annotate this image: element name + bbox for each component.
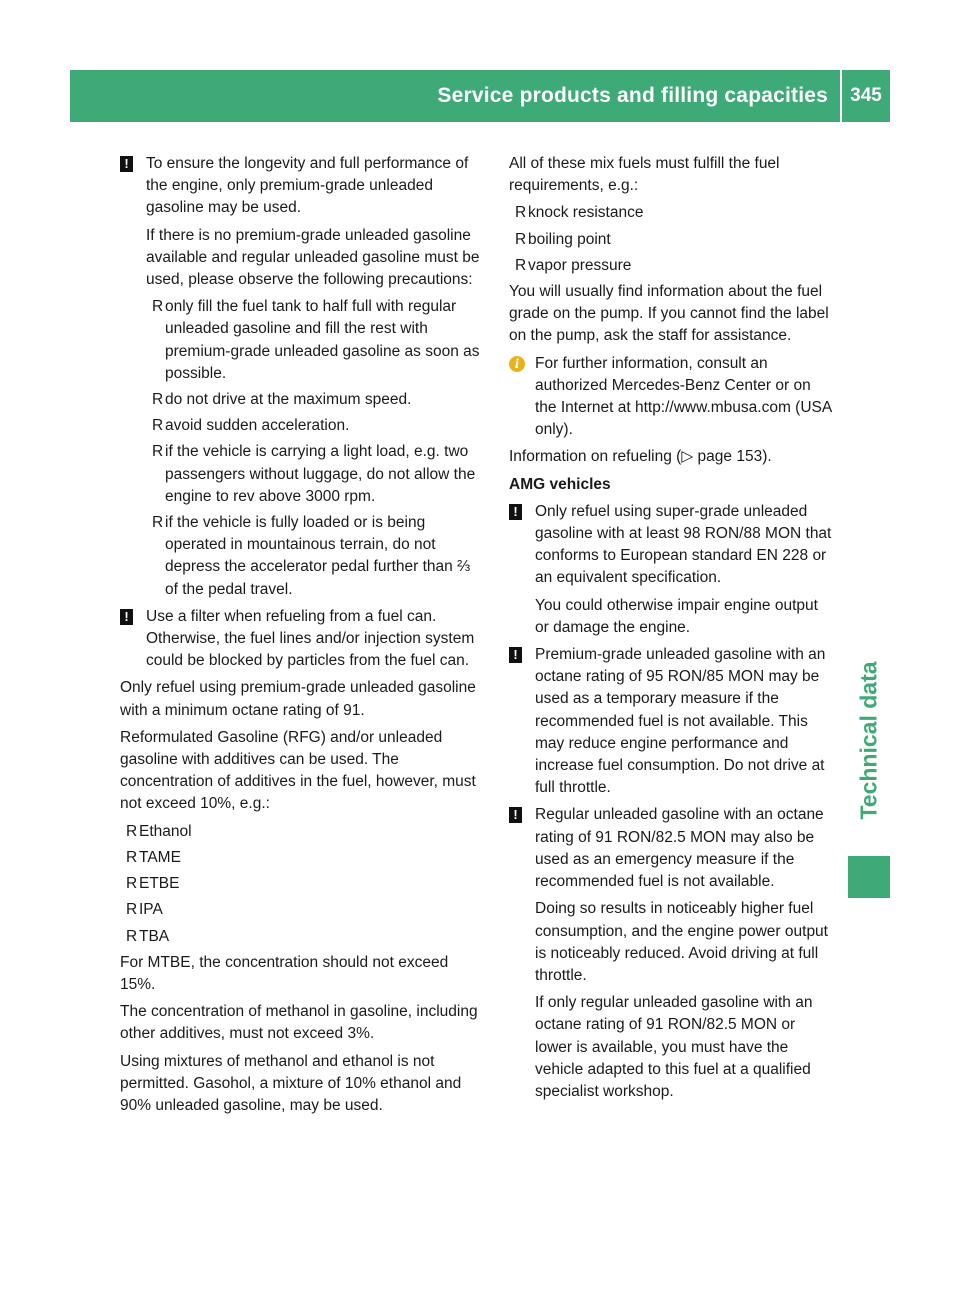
bullet-icon: R [126,901,138,919]
list-item: R only fill the fuel tank to half full with regular unleaded gasoline and fill the rest with premium-grade unleaded gasoline as soon as possible. [152,298,480,382]
info-block [509,353,835,442]
bullet-icon: R [515,204,527,222]
list-item: R TBA [126,926,482,948]
bullet-icon: R [152,391,164,409]
page-number: 345 [842,70,890,122]
paragraph: To ensure the longevity and full performance of the engine, only premium-grade unleaded gasoline may be used. [146,155,469,217]
list-item: R TAME [126,847,482,869]
paragraph: Using mixtures of methanol and ethanol is not permitted. Gasohol, a mixture of 10% ethanol and 90% unleaded gasoline, may be used. [120,1052,462,1114]
paragraph: For further information, consult an authorized Mercedes-Benz Center or on the Internet at http://www.mbusa.com (USA only). [535,354,832,439]
bullet-icon: R [152,298,164,316]
paragraph: If there is no premium-grade unleaded gasoline available and regular unleaded gasoline must be used, please observe the following precautions: [146,226,480,289]
paragraph: For MTBE, the concentration should not exceed 15%. [120,953,449,993]
note-block [509,501,835,639]
warning-icon: ! [120,609,133,625]
list-item: R boiling point [515,229,835,251]
bullet-icon: R [126,822,138,840]
body-text [120,677,482,1117]
bullet-icon: R [126,875,138,893]
paragraph: All of these mix fuels must fulfill the fuel requirements, e.g.: [509,155,780,195]
section-heading: AMG vehicles [509,475,611,493]
side-tab-marker [848,856,890,898]
list-item: R do not drive at the maximum speed. [152,389,482,411]
bullet-icon: R [515,230,527,248]
paragraph: If only regular unleaded gasoline with an octane rating of 91 RON/82.5 MON or lower is available, you must have the vehicle adapted to this fuel at a qualified specialist workshop. [535,994,813,1100]
list-item: R ETBE [126,873,482,895]
paragraph: You will usually find information about the fuel grade on the pump. If you cannot find the label on the pump, ask the staff for assistance. [509,283,829,345]
warning-icon: ! [120,156,133,172]
paragraph: Only refuel using premium-grade unleaded gasoline with a minimum octane rating of 91. [120,679,476,719]
warning-icon: ! [509,647,522,663]
right-column [509,153,835,1108]
paragraph: Reformulated Gasoline (RFG) and/or unleaded gasoline with additives can be used. The concentration of additives in the fuel, however, must not exceed 10%, e.g.: [120,728,476,813]
paragraph: Only refuel using super-grade unleaded gasoline with at least 98 RON/88 MON that conforms to European standard EN 228 or an equivalent specification. [535,502,832,587]
warning-icon: ! [509,504,522,520]
cross-reference: Information on refueling (▷ page 153). [509,448,772,466]
list-item: R Ethanol [126,821,482,843]
bullet-icon: R [126,927,138,945]
list-item: R avoid sudden acceleration. [152,415,482,437]
bullet-icon: R [126,848,138,866]
bullet-icon: R [152,443,164,461]
list-item: R vapor pressure [515,255,835,277]
bullet-icon: R [152,514,164,532]
bullet-icon: R [152,417,164,435]
list-item: R if the vehicle is carrying a light load, e.g. two passengers without luggage, do not allow the engine to rev above 3000 rpm. [152,443,476,505]
bullet-icon: R [515,256,527,274]
list-item: R IPA [126,899,482,921]
note-block [509,644,835,799]
side-tab-label: Technical data [855,660,882,820]
paragraph: Premium-grade unleaded gasoline with an octane rating of 95 RON/85 MON may be used as a temporary measure if the recommended fuel is not available. This may reduce engine performance and increase fuel consumption. Do not drive at full throttle. [535,646,826,797]
note-block [120,153,482,601]
list-item: R if the vehicle is fully loaded or is being operated in mountainous terrain, do not depress the accelerator pedal further than ⅔ of the pedal travel. [152,514,471,598]
info-icon: i [509,356,525,372]
paragraph: The concentration of methanol in gasoline, including other additives, must not exceed 3%. [120,1003,478,1043]
left-column [120,153,482,1122]
header-bar [70,70,840,122]
list-item: R knock resistance [515,202,835,224]
note-block [120,606,482,673]
paragraph: You could otherwise impair engine output or damage the engine. [535,596,818,636]
section-title: Service products and filling capacities [437,84,828,107]
side-tab [848,640,890,840]
paragraph: Use a filter when refueling from a fuel can. Otherwise, the fuel lines and/or injection system could be blocked by particles from the fuel can. [146,607,475,670]
paragraph: Doing so results in noticeably higher fuel consumption, and the engine power output is noticeably reduced. Avoid driving at full throttle. [535,900,828,984]
note-block [509,804,835,1103]
paragraph: Regular unleaded gasoline with an octane rating of 91 RON/82.5 MON may also be used as an emergency measure if the recommended fuel is not available. [535,806,824,891]
warning-icon: ! [509,807,522,823]
